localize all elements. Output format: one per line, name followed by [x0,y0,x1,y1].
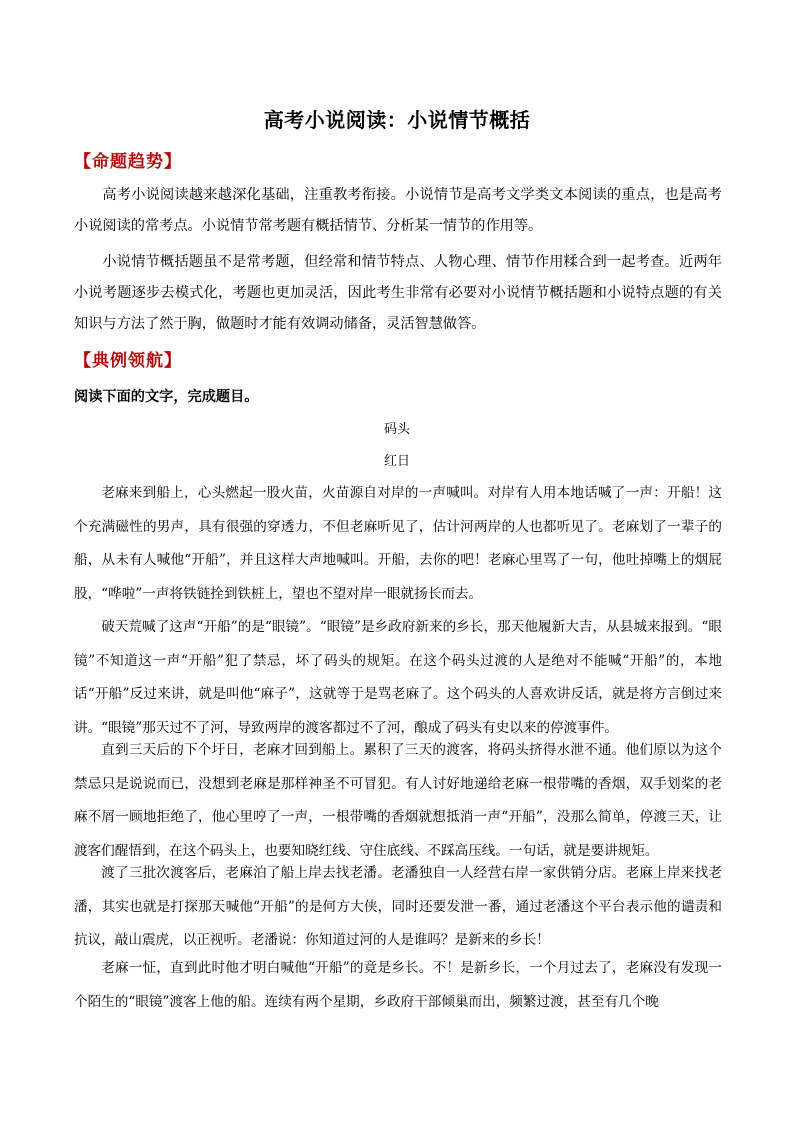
section-heading-example: 【典例领航】 [74,351,182,371]
trend-paragraph-2: 小说情节概括题虽不是常考题，但经常和情节特点、人物心理、情节作用糅合到一起考查。近两年小说考题逐步去模式化，考题也更加灵活，因此考生非常有必要对小说情节概括题和小说特点题的有关知识与方法了然于胸，做题时才能有效调动储备，灵活智慧做答。 [74,254,722,332]
page-title: 高考小说阅读：小说情节概括 [263,108,531,132]
story-title: 码头 [383,422,410,437]
trend-paragraph-1: 高考小说阅读越来越深化基础，注重教考衔接。小说情节是高考文学类文本阅读的重点，也是高考小说阅读的常考点。小说情节常考题有概括情节、分析某一情节的作用等。 [74,187,722,234]
story-paragraph-5: 老麻一怔，直到此时他才明白喊他“开船”的竟是乡长。不！是新乡长，一个月过去了，老麻没有发现一个陌生的“眼镜”渡客上他的船。连续有两个星期，乡政府干部倾巢而出，频繁过渡，甚至有几个晚 [74,960,722,1010]
reading-instruction: 阅读下面的文字，完成题目。 [74,389,259,405]
story-paragraph-3: 直到三天后的下个圩日，老麻才回到船上。累积了三天的渡客，将码头挤得水泄不通。他们原以为这个禁忌只是说说而已，没想到老麻是那样神圣不可冒犯。有人讨好地递给老麻一根带嘴的香烟，双手划桨的老麻不屑一顾地拒绝了，他心里哼了一声，一根带嘴的香烟就想抵消一声“开船”，没那么简单，停渡三天，让渡客们醒悟到，在这个码头上，也要知晓红线、守住底线、不踩高压线。一句话，就是要讲规矩。 [74,742,722,859]
story-author: 红日 [383,454,410,469]
story-paragraph-1: 老麻来到船上，心头燃起一股火苗，火苗源自对岸的一声喊叫。对岸有人用本地话喊了一声：开船！这个充满磁性的男声，具有很强的穿透力，不但老麻听见了，估计河两岸的人也都听见了。老麻划了一辈子的船，从未有人喊他“开船”，并且这样大声地喊叫。开船，去你的吧！老麻心里骂了一句，他吐掉嘴上的烟屁股，“哗啦”一声将铁链拴到铁桩上，望也不望对岸一眼就扬长而去。 [74,485,722,602]
section-heading-trend: 【命题趋势】 [74,152,182,172]
story-paragraph-2: 破天荒喊了这声“开船”的是“眼镜”。“眼镜”是乡政府新来的乡长，那天他履新大吉，从县城来报到。“眼镜”不知道这一声“开船”犯了禁忌，坏了码头的规矩。在这个码头过渡的人是绝对不能喊“开船”的，本地话“开船”反过来讲，就是叫他“麻子”，这就等于是骂老麻了。这个码头的人喜欢讲反话，就是将方言倒过来讲。“眼镜”那天过不了河，导致两岸的渡客都过不了河，酿成了码头有史以来的停渡事件。 [74,619,722,736]
story-paragraph-4: 渡了三批次渡客后，老麻泊了船上岸去找老潘。老潘独自一人经营右岸一家供销分店。老麻上岸来找老潘，其实也就是打探那天喊他“开船”的是何方大侠，同时还要发泄一番，通过老潘这个平台表示他的谴责和抗议，敲山震虎，以正视听。老潘说：你知道过河的人是谁吗？是新来的乡长！ [74,865,722,949]
